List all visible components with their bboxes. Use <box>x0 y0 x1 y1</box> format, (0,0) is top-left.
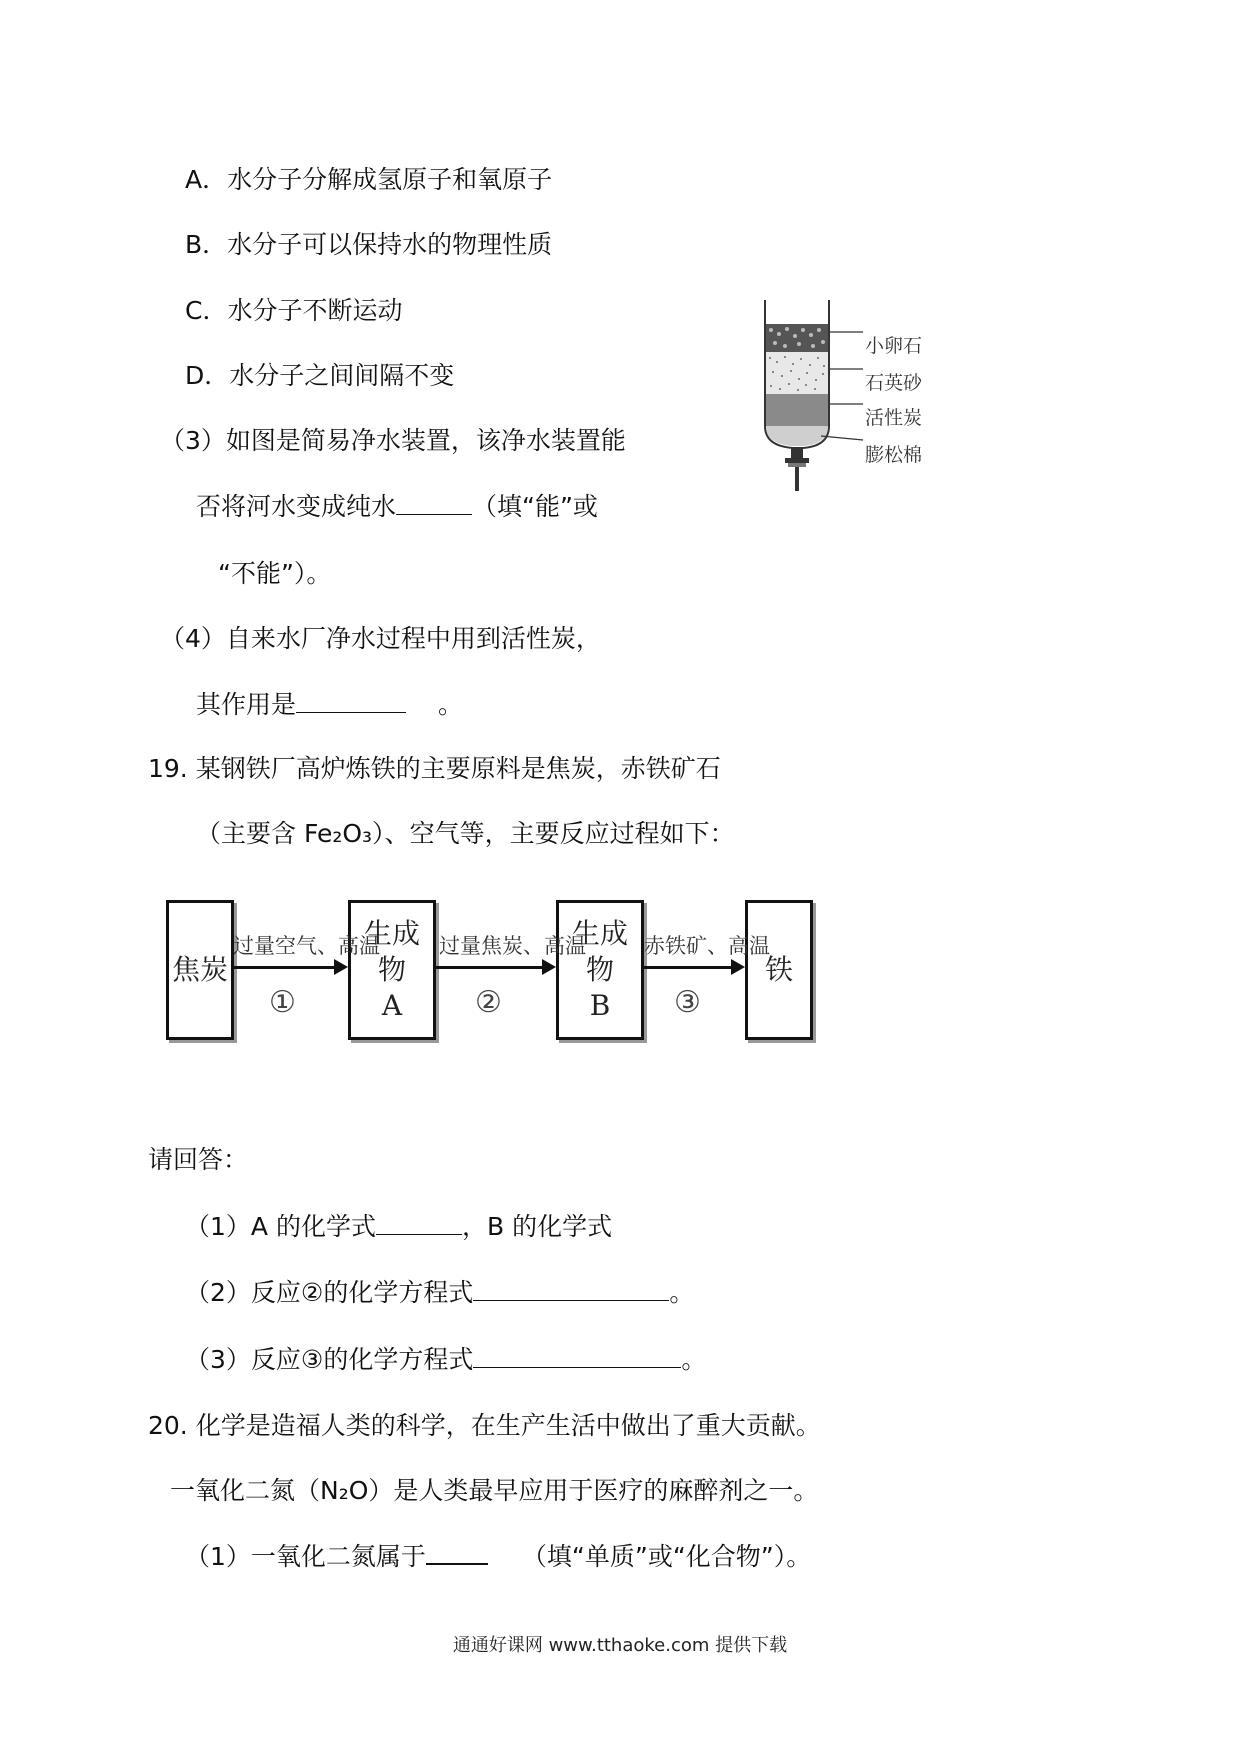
q18-part4-end: 。 <box>438 690 464 719</box>
q19-part2 <box>185 1276 694 1310</box>
flow-step-3: ③ <box>674 985 701 1020</box>
q19-part1-text: （1）A 的化学式 <box>185 1212 376 1241</box>
q18-part3-hint: （填“能”或 <box>472 492 598 521</box>
flow-arrow-2 <box>436 966 544 969</box>
q20-stem-line1: 20. 化学是造福人类的科学，在生产生活中做出了重大贡献。 <box>148 1411 821 1440</box>
answer-blank[interactable] <box>426 1543 488 1565</box>
q19-part3 <box>185 1343 706 1377</box>
flow-box-iron: 铁 <box>745 900 813 1040</box>
answer-blank[interactable] <box>473 1280 669 1301</box>
q20-part1-text: （1）一氧化二氮属于 <box>185 1542 426 1571</box>
flow-step-2: ② <box>475 985 502 1020</box>
label-cotton: 膨松棉 <box>865 444 923 466</box>
label-quartz-sand: 石英砂 <box>865 372 923 394</box>
q19-part3-text: （3）反应③的化学方程式 <box>185 1345 474 1374</box>
q18-part3-line1: （3）如图是简易净水装置，该净水装置能 <box>160 426 626 455</box>
q19-ask: 请回答： <box>148 1145 249 1174</box>
option-b: B．水分子可以保持水的物理性质 <box>185 230 553 259</box>
label-pebbles: 小卵石 <box>865 335 923 357</box>
q18-part3-text: 否将河水变成纯水 <box>196 492 397 521</box>
flow-box-coke: 焦炭 <box>166 900 234 1040</box>
q19-stem-line2: （主要含 Fe₂O₃）、空气等，主要反应过程如下： <box>196 819 735 848</box>
q18-part4-line2 <box>196 688 463 722</box>
q19-part3-end: 。 <box>681 1345 707 1374</box>
q20-part1 <box>185 1540 811 1574</box>
option-c: C．水分子不断运动 <box>185 296 403 325</box>
q19-stem-line1: 19. 某钢铁厂高炉炼铁的主要原料是焦炭，赤铁矿石 <box>148 754 721 783</box>
flow-condition-2: 过量焦炭、高温 <box>439 934 586 958</box>
answer-blank[interactable] <box>296 692 406 713</box>
q19-part2-end: 。 <box>669 1278 695 1307</box>
q19-part1 <box>185 1210 612 1244</box>
flow-step-1: ① <box>269 985 296 1020</box>
page-footer: 通通好课网 www.tthaoke.com 提供下载 <box>452 1635 788 1656</box>
answer-blank[interactable] <box>473 1347 681 1368</box>
q19-part2-text: （2）反应②的化学方程式 <box>185 1278 474 1307</box>
flow-box-product-a: 生成物 A <box>348 900 436 1040</box>
option-a: A．水分子分解成氢原子和氧原子 <box>185 165 553 194</box>
flow-arrow-3 <box>644 966 733 969</box>
flow-condition-3: 赤铁矿、高温 <box>644 934 770 958</box>
flow-condition-1: 过量空气、高温 <box>233 934 380 958</box>
q20-stem-line2: 一氧化二氮（N₂O）是人类最早应用于医疗的麻醉剂之一。 <box>170 1476 819 1505</box>
answer-blank[interactable] <box>376 1214 462 1235</box>
option-d: D．水分子之间间隔不变 <box>185 361 455 390</box>
q18-part4-text: 其作用是 <box>196 690 297 719</box>
q18-part4-line1: （4）自来水厂净水过程中用到活性炭， <box>160 624 601 653</box>
q20-part1-hint: （填“单质”或“化合物”）。 <box>521 1542 812 1571</box>
label-activated-carbon: 活性炭 <box>865 407 923 429</box>
q18-part3-line2 <box>196 490 598 524</box>
q19-part1-text-b: ，B 的化学式 <box>461 1212 613 1241</box>
flow-arrow-1 <box>232 966 336 969</box>
q18-part3-line3: “不能”）。 <box>218 559 332 588</box>
answer-blank[interactable] <box>396 494 472 515</box>
flow-box-product-b: 生成物 B <box>556 900 644 1040</box>
